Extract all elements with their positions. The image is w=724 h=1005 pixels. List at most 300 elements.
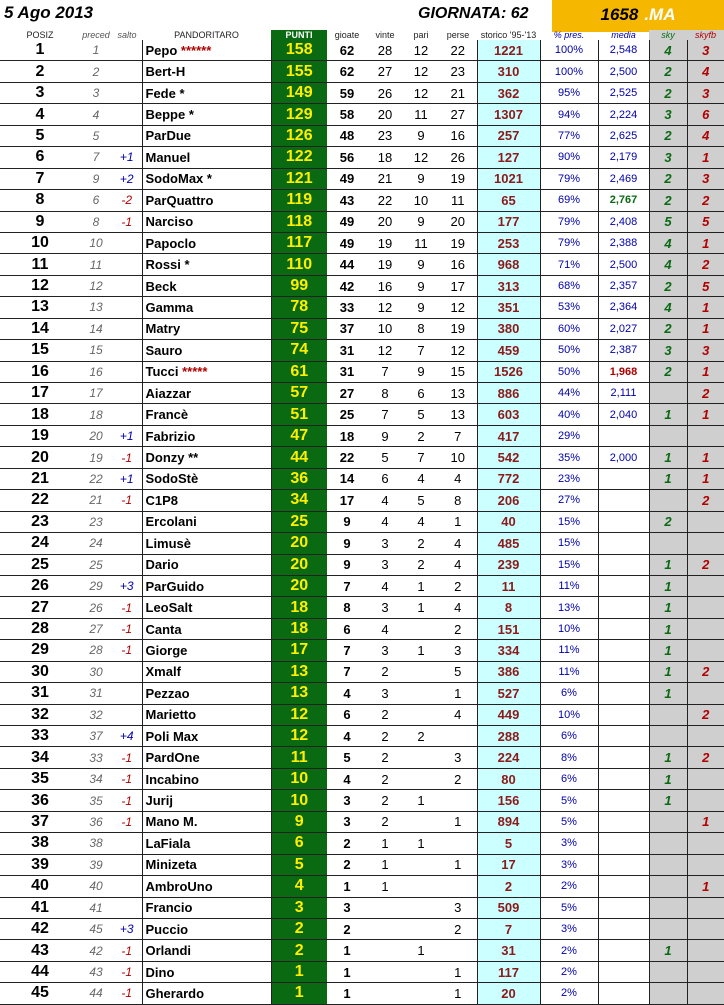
played-cell: 42 (327, 275, 367, 296)
draws-cell (403, 983, 439, 1004)
position-cell: 5 (0, 125, 80, 146)
losses-cell: 19 (439, 168, 477, 189)
losses-cell: 19 (439, 232, 477, 253)
player-name-text: Puccio (145, 921, 189, 937)
table-row (0, 168, 724, 189)
average-cell (598, 425, 649, 446)
table-row (0, 661, 724, 682)
average-cell: 2,500 (598, 61, 649, 82)
table-row (0, 618, 724, 639)
presence-cell: 8% (540, 747, 598, 768)
player-name (142, 232, 271, 253)
average-cell: 1,968 (598, 361, 649, 382)
historic-cell: 968 (477, 254, 540, 275)
played-cell: 6 (327, 618, 367, 639)
change-cell: +3 (112, 575, 142, 596)
losses-cell: 1 (439, 961, 477, 982)
draws-cell: 4 (403, 511, 439, 532)
sky-cell (649, 425, 687, 446)
draws-cell: 11 (403, 232, 439, 253)
played-cell: 6 (327, 704, 367, 725)
player-name-text: PardOne (145, 750, 200, 766)
col-perse: perse (446, 30, 470, 40)
played-cell: 37 (327, 318, 367, 339)
player-name (142, 383, 271, 404)
wins-cell: 16 (367, 275, 403, 296)
previous-position-cell: 5 (80, 125, 112, 146)
sky-cell: 1 (649, 554, 687, 575)
skyfb-cell (687, 790, 724, 811)
position-cell: 45 (0, 983, 80, 1004)
player-name-text: ParQuattro (145, 192, 214, 208)
wins-cell: 2 (367, 811, 403, 832)
previous-position-cell: 13 (80, 297, 112, 318)
draws-cell (403, 704, 439, 725)
wins-cell: 2 (367, 790, 403, 811)
played-cell: 48 (327, 125, 367, 146)
average-cell: 2,179 (598, 147, 649, 168)
wins-cell: 2 (367, 726, 403, 747)
wins-cell: 2 (367, 661, 403, 682)
change-cell: -1 (112, 490, 142, 511)
table-row (0, 447, 724, 468)
points-cell: 3 (271, 897, 327, 918)
player-name (142, 768, 271, 789)
position-cell: 27 (0, 597, 80, 618)
historic-cell: 177 (477, 211, 540, 232)
wins-cell: 3 (367, 554, 403, 575)
skyfb-cell (687, 961, 724, 982)
historic-cell: 288 (477, 726, 540, 747)
col-media: media (611, 30, 636, 40)
presence-cell: 95% (540, 82, 598, 103)
played-cell: 4 (327, 683, 367, 704)
previous-position-cell: 4 (80, 104, 112, 125)
skyfb-cell (687, 575, 724, 596)
position-cell: 14 (0, 318, 80, 339)
player-name-text: Fabrizio (145, 428, 196, 444)
points-cell: 122 (271, 147, 327, 168)
average-cell: 2,111 (598, 383, 649, 404)
sky-cell: 1 (649, 683, 687, 704)
player-name (142, 597, 271, 618)
losses-cell: 3 (439, 747, 477, 768)
played-cell: 43 (327, 190, 367, 211)
player-name (142, 554, 271, 575)
table-row (0, 490, 724, 511)
points-cell: 9 (271, 811, 327, 832)
change-cell (112, 340, 142, 361)
sky-cell: 3 (649, 340, 687, 361)
historic-cell: 1526 (477, 361, 540, 382)
table-row (0, 833, 724, 854)
played-cell: 49 (327, 232, 367, 253)
wins-cell: 4 (367, 618, 403, 639)
wins-cell: 2 (367, 704, 403, 725)
played-cell: 31 (327, 340, 367, 361)
losses-cell: 16 (439, 125, 477, 146)
average-cell (598, 811, 649, 832)
table-row (0, 511, 724, 532)
draws-cell: 9 (403, 297, 439, 318)
skyfb-cell (687, 768, 724, 789)
losses-cell: 16 (439, 254, 477, 275)
draws-cell: 1 (403, 833, 439, 854)
sky-cell (649, 833, 687, 854)
sky-cell (649, 876, 687, 897)
change-cell (112, 854, 142, 875)
previous-position-cell: 42 (80, 940, 112, 961)
losses-cell: 2 (439, 575, 477, 596)
presence-cell: 68% (540, 275, 598, 296)
table-row (0, 575, 724, 596)
historic-cell: 8 (477, 597, 540, 618)
change-cell (112, 533, 142, 554)
player-name-text: Limusè (145, 535, 192, 551)
table-row (0, 897, 724, 918)
table-row (0, 854, 724, 875)
played-cell: 33 (327, 297, 367, 318)
average-cell: 2,387 (598, 340, 649, 361)
table-row (0, 61, 724, 82)
played-cell: 2 (327, 918, 367, 939)
skyfb-cell: 1 (687, 468, 724, 489)
played-cell: 8 (327, 597, 367, 618)
losses-cell: 12 (439, 297, 477, 318)
points-cell: 47 (271, 425, 327, 446)
skyfb-cell: 1 (687, 404, 724, 425)
historic-cell: 449 (477, 704, 540, 725)
change-cell (112, 897, 142, 918)
points-cell: 99 (271, 275, 327, 296)
points-cell: 129 (271, 104, 327, 125)
losses-cell (439, 726, 477, 747)
position-cell: 16 (0, 361, 80, 382)
player-name-text: Canta (145, 621, 182, 637)
played-cell: 49 (327, 211, 367, 232)
table-row (0, 404, 724, 425)
draws-cell (403, 768, 439, 789)
previous-position-cell: 41 (80, 897, 112, 918)
draws-cell: 12 (403, 40, 439, 61)
sky-cell (649, 918, 687, 939)
wins-cell: 1 (367, 876, 403, 897)
player-name-text: Orlandi (145, 943, 192, 959)
presence-cell: 10% (540, 704, 598, 725)
player-name-text: Fede * (145, 85, 185, 101)
historic-cell: 886 (477, 383, 540, 404)
played-cell: 22 (327, 447, 367, 468)
player-name (142, 404, 271, 425)
player-name-text: Incabino (145, 771, 199, 787)
sky-cell: 2 (649, 82, 687, 103)
skyfb-cell (687, 918, 724, 939)
player-name-text: Tucci (145, 364, 179, 380)
table-row (0, 726, 724, 747)
wins-cell: 3 (367, 597, 403, 618)
change-cell: -1 (112, 597, 142, 618)
player-name (142, 704, 271, 725)
skyfb-cell: 1 (687, 232, 724, 253)
wins-cell: 1 (367, 854, 403, 875)
played-cell: 58 (327, 104, 367, 125)
table-row (0, 104, 724, 125)
player-name (142, 876, 271, 897)
losses-cell: 1 (439, 511, 477, 532)
player-name (142, 318, 271, 339)
skyfb-cell: 2 (687, 661, 724, 682)
played-cell: 56 (327, 147, 367, 168)
player-name (142, 661, 271, 682)
historic-cell: 527 (477, 683, 540, 704)
player-name (142, 425, 271, 446)
points-cell: 117 (271, 232, 327, 253)
points-cell: 6 (271, 833, 327, 854)
presence-cell: 29% (540, 425, 598, 446)
points-cell: 10 (271, 790, 327, 811)
position-cell: 29 (0, 640, 80, 661)
historic-cell: 459 (477, 340, 540, 361)
player-name (142, 468, 271, 489)
sky-cell: 1 (649, 768, 687, 789)
ma-label: .MA (644, 5, 676, 24)
player-name-text: ParDue (145, 128, 192, 144)
points-cell: 78 (271, 297, 327, 318)
player-name-text: Xmalf (145, 664, 181, 680)
giornata-label: GIORNATA: 62 (418, 5, 529, 22)
historic-cell: 417 (477, 425, 540, 446)
presence-cell: 69% (540, 190, 598, 211)
position-cell: 9 (0, 211, 80, 232)
average-cell: 2,500 (598, 254, 649, 275)
col-skyfb: skyfb (687, 30, 724, 40)
sky-cell: 1 (649, 661, 687, 682)
sky-cell: 4 (649, 232, 687, 253)
historic-cell: 603 (477, 404, 540, 425)
player-name (142, 297, 271, 318)
table-row (0, 961, 724, 982)
change-cell (112, 318, 142, 339)
change-cell: -1 (112, 747, 142, 768)
draws-cell: 1 (403, 640, 439, 661)
player-name (142, 40, 271, 61)
presence-cell: 60% (540, 318, 598, 339)
player-name-text: SodoStè (145, 471, 199, 487)
presence-cell: 44% (540, 383, 598, 404)
points-cell: 4 (271, 876, 327, 897)
player-name (142, 983, 271, 1004)
points-cell: 155 (271, 61, 327, 82)
losses-cell: 27 (439, 104, 477, 125)
draws-cell: 5 (403, 490, 439, 511)
col-punti: PUNTI (271, 30, 327, 40)
col-sky: sky (649, 30, 687, 40)
presence-cell: 5% (540, 897, 598, 918)
change-cell (112, 297, 142, 318)
position-cell: 13 (0, 297, 80, 318)
table-row (0, 425, 724, 446)
skyfb-cell: 1 (687, 318, 724, 339)
sky-cell: 1 (649, 618, 687, 639)
played-cell: 2 (327, 854, 367, 875)
skyfb-cell: 3 (687, 82, 724, 103)
col-pari: pari (413, 30, 429, 40)
points-cell: 149 (271, 82, 327, 103)
average-cell (598, 833, 649, 854)
change-cell: -2 (112, 190, 142, 211)
table-row (0, 704, 724, 725)
previous-position-cell: 33 (80, 747, 112, 768)
played-cell: 62 (327, 40, 367, 61)
wins-cell: 22 (367, 190, 403, 211)
player-name (142, 961, 271, 982)
played-cell: 7 (327, 640, 367, 661)
position-cell: 24 (0, 533, 80, 554)
historic-cell: 65 (477, 190, 540, 211)
losses-cell: 1 (439, 983, 477, 1004)
presence-cell: 11% (540, 640, 598, 661)
losses-cell (439, 790, 477, 811)
losses-cell (439, 940, 477, 961)
wins-cell: 19 (367, 232, 403, 253)
losses-cell: 4 (439, 597, 477, 618)
draws-cell: 2 (403, 425, 439, 446)
skyfb-cell: 5 (687, 211, 724, 232)
points-cell: 158 (271, 40, 327, 61)
col-pandoritaro: PANDORITARO (174, 30, 239, 40)
presence-cell: 90% (540, 147, 598, 168)
losses-cell: 12 (439, 340, 477, 361)
player-name (142, 897, 271, 918)
average-cell (598, 640, 649, 661)
player-name (142, 61, 271, 82)
position-cell: 15 (0, 340, 80, 361)
presence-cell: 15% (540, 554, 598, 575)
wins-cell: 12 (367, 297, 403, 318)
change-cell (112, 40, 142, 61)
previous-position-cell: 36 (80, 811, 112, 832)
player-name (142, 211, 271, 232)
presence-cell: 79% (540, 211, 598, 232)
points-cell: 74 (271, 340, 327, 361)
table-row (0, 468, 724, 489)
played-cell: 1 (327, 940, 367, 961)
skyfb-cell: 1 (687, 876, 724, 897)
table-row (0, 768, 724, 789)
skyfb-cell: 6 (687, 104, 724, 125)
table-row (0, 554, 724, 575)
table-row (0, 147, 724, 168)
header-row (0, 30, 724, 40)
draws-cell (403, 897, 439, 918)
skyfb-cell: 5 (687, 275, 724, 296)
draws-cell: 9 (403, 211, 439, 232)
change-cell (112, 404, 142, 425)
historic-cell: 40 (477, 511, 540, 532)
sky-cell: 2 (649, 190, 687, 211)
draws-cell: 7 (403, 340, 439, 361)
player-name (142, 340, 271, 361)
skyfb-cell (687, 533, 724, 554)
losses-cell: 15 (439, 361, 477, 382)
previous-position-cell: 8 (80, 211, 112, 232)
position-cell: 11 (0, 254, 80, 275)
page-header (0, 0, 724, 30)
draws-cell: 1 (403, 940, 439, 961)
skyfb-cell: 1 (687, 447, 724, 468)
previous-position-cell: 24 (80, 533, 112, 554)
previous-position-cell: 40 (80, 876, 112, 897)
change-cell (112, 232, 142, 253)
historic-cell: 485 (477, 533, 540, 554)
losses-cell: 11 (439, 190, 477, 211)
losses-cell: 19 (439, 318, 477, 339)
losses-cell: 17 (439, 275, 477, 296)
draws-cell: 7 (403, 447, 439, 468)
played-cell: 2 (327, 833, 367, 854)
table-row (0, 983, 724, 1004)
points-cell: 51 (271, 404, 327, 425)
sky-cell: 1 (649, 640, 687, 661)
presence-cell: 100% (540, 61, 598, 82)
previous-position-cell: 6 (80, 190, 112, 211)
historic-cell: 17 (477, 854, 540, 875)
wins-cell: 3 (367, 683, 403, 704)
average-cell (598, 726, 649, 747)
player-name-text: Francio (145, 900, 193, 916)
draws-cell: 10 (403, 190, 439, 211)
historic-cell: 1307 (477, 104, 540, 125)
change-cell (112, 361, 142, 382)
player-name-text: Jurij (145, 793, 173, 809)
sky-cell: 4 (649, 297, 687, 318)
player-name (142, 125, 271, 146)
player-name-text: Aiazzar (145, 385, 192, 401)
table-row (0, 811, 724, 832)
average-cell (598, 554, 649, 575)
presence-cell: 71% (540, 254, 598, 275)
previous-position-cell: 2 (80, 61, 112, 82)
table-row (0, 940, 724, 961)
change-cell: -1 (112, 618, 142, 639)
player-name-text: Narciso (145, 214, 194, 230)
player-name (142, 640, 271, 661)
presence-cell: 3% (540, 833, 598, 854)
played-cell: 3 (327, 897, 367, 918)
position-cell: 6 (0, 147, 80, 168)
player-name (142, 575, 271, 596)
player-name (142, 447, 271, 468)
sky-cell: 2 (649, 125, 687, 146)
wins-cell: 28 (367, 40, 403, 61)
points-cell: 17 (271, 640, 327, 661)
player-name (142, 833, 271, 854)
historic-cell: 334 (477, 640, 540, 661)
presence-cell: 13% (540, 597, 598, 618)
table-row (0, 40, 724, 61)
change-cell: -1 (112, 447, 142, 468)
draws-cell (403, 961, 439, 982)
played-cell: 3 (327, 811, 367, 832)
position-cell: 7 (0, 168, 80, 189)
player-name (142, 511, 271, 532)
previous-position-cell: 11 (80, 254, 112, 275)
historic-cell: 509 (477, 897, 540, 918)
sky-cell (649, 533, 687, 554)
historic-cell: 206 (477, 490, 540, 511)
table-row (0, 190, 724, 211)
previous-position-cell: 12 (80, 275, 112, 296)
